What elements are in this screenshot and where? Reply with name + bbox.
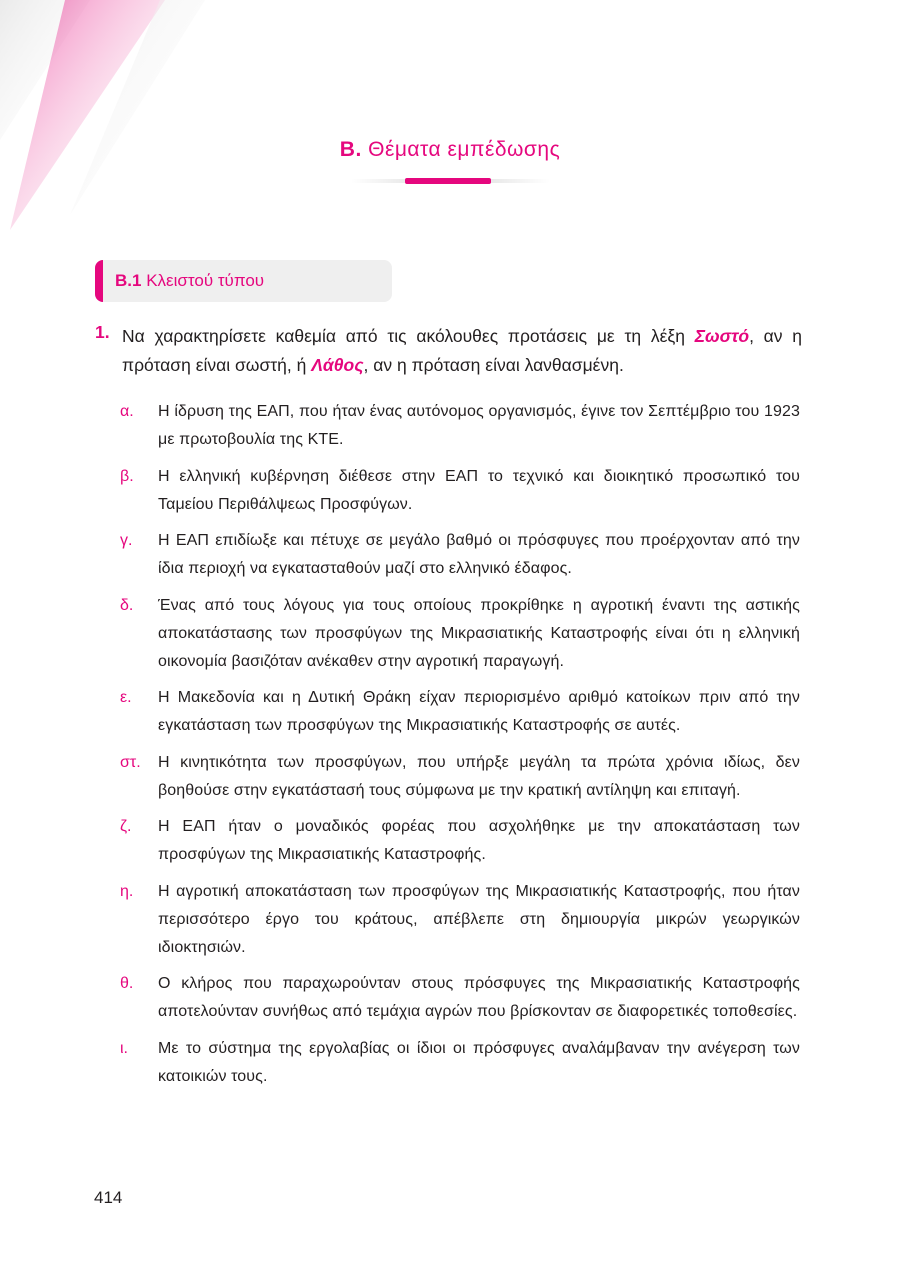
- list-item: [120, 398, 800, 454]
- item-text: Η ίδρυση της ΕΑΠ, που ήταν ένας αυτόνομος οργανισμός, έγινε τον Σεπτέμβριο του 1923 με πρωτοβουλία της ΚΤΕ.: [158, 403, 800, 448]
- keyword-correct: Σωστό: [694, 326, 750, 346]
- section-title: Κλειστού τύπου: [146, 271, 265, 290]
- item-label: στ.: [120, 753, 141, 771]
- section-accent-stripe: [95, 260, 103, 302]
- question-text: [122, 322, 802, 380]
- keyword-wrong: Λάθος: [311, 355, 364, 375]
- list-item: [120, 527, 800, 583]
- list-item: [120, 813, 800, 869]
- item-text: Η αγροτική αποκατάσταση των προσφύγων της Μικρασιατικής Καταστροφής, που ήταν περισσότερο έργο του κράτους, απέβλεπε στη δημιουργία μικρών γεωργικών ιδιοκτησιών.: [158, 882, 800, 956]
- list-item: [120, 463, 800, 519]
- item-label: γ.: [120, 532, 133, 549]
- item-label: ι.: [120, 1039, 128, 1057]
- item-text: Με το σύστημα της εργολαβίας οι ίδιοι οι πρόσφυγες αναλάμβαναν την ανέγερση των κατοικιών τους.: [158, 1039, 800, 1085]
- page-heading: [0, 138, 900, 162]
- item-label: β.: [120, 467, 134, 485]
- item-text: Η Μακεδονία και η Δυτική Θράκη είχαν περιορισμένο αριθμό κατοίκων πριν από την εγκατάσταση των προσφύγων της Μικρασιατικής Καταστροφής σε αυτές.: [158, 689, 800, 734]
- item-label: θ.: [120, 975, 134, 992]
- list-item: [120, 970, 800, 1026]
- item-label: ε.: [120, 689, 132, 706]
- question-text-end: , αν η πρόταση είναι λανθασμένη.: [363, 355, 624, 375]
- heading-underline: [350, 178, 550, 184]
- item-label: ζ.: [120, 818, 132, 835]
- question-text-middle: , αν η πρόταση είναι σωστή, ή: [122, 326, 803, 375]
- item-text: Η ΕΑΠ ήταν ο μοναδικός φορέας που ασχολήθηκε με την αποκατάσταση των προσφύγων της Μικρασιατικής Καταστροφής.: [158, 818, 800, 863]
- page-number: 414: [94, 1188, 123, 1207]
- item-label: α.: [120, 403, 134, 420]
- item-label: δ.: [120, 596, 134, 614]
- item-text: Ένας από τους λόγους για τους οποίους προκρίθηκε η αγροτική έναντι της αστικής αποκατάστασης των προσφύγων της Μικρασιατικής Καταστροφής είναι ότι η ελληνική οικονομία βασιζόταν ανέκαθεν στην αγροτική παραγωγή.: [158, 596, 800, 670]
- heading-letter: Β.: [339, 138, 362, 161]
- item-text: Ο κλήρος που παραχωρούνταν στους πρόσφυγες της Μικρασιατικής Καταστροφής αποτελούνταν συνήθως από τεμάχια αγρών που βρίσκονταν σε διαφορετικές τοποθεσίες.: [158, 975, 800, 1020]
- section-label: [115, 271, 264, 291]
- item-text: Η ελληνική κυβέρνηση διέθεσε στην ΕΑΠ το τεχνικό και διοικητικό προσωπικό του Ταμείου Περιθάλψεως Προσφύγων.: [158, 467, 800, 513]
- section-code: Β.1: [115, 271, 142, 290]
- statement-list: [120, 398, 800, 1099]
- item-label: η.: [120, 882, 134, 900]
- list-item: [120, 1035, 800, 1091]
- list-item: [120, 878, 800, 962]
- item-text: Η ΕΑΠ επιδίωξε και πέτυχε σε μεγάλο βαθμό οι πρόσφυγες που προέρχονταν από την ίδια περιοχή να εγκατασταθούν μαζί στο ελληνικό έδαφος.: [158, 532, 800, 577]
- section-header: [95, 260, 392, 302]
- list-item: [120, 684, 800, 740]
- list-item: [120, 592, 800, 676]
- heading-title: Θέματα εμπέδωσης: [368, 138, 561, 161]
- question-text-start: Να χαρακτηρίσετε καθεμία από τις ακόλουθες προτάσεις με τη λέξη: [122, 326, 695, 346]
- item-text: Η κινητικότητα των προσφύγων, που υπήρξε μεγάλη τα πρώτα χρόνια ιδίως, δεν βοηθούσε στην εγκατάστασή τους σύμφωνα με την κρατική αντίληψη και επιταγή.: [158, 753, 800, 799]
- question-number: 1.: [95, 322, 110, 342]
- list-item: [120, 749, 800, 805]
